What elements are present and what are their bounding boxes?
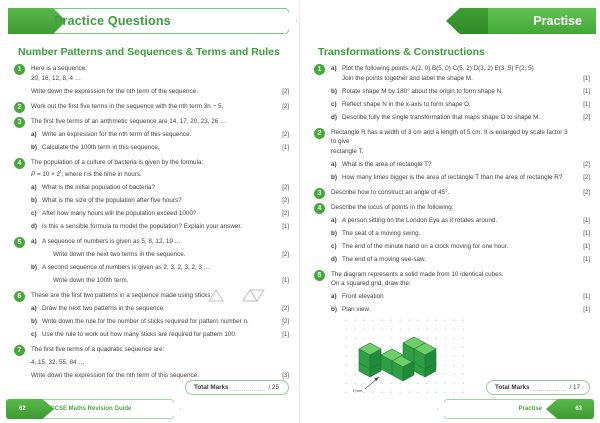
total-marks-dots xyxy=(533,384,567,391)
marks-value: [2] xyxy=(583,188,590,196)
question-item xyxy=(14,64,289,96)
cube-solid-svg xyxy=(345,319,469,393)
question-sub-item: d) Is this a sensible formula to model the population? Explain your answer. [1] xyxy=(31,223,289,231)
sub-label: b) xyxy=(31,197,37,205)
question-sub-item: d) The end of a moving see-saw. [1] xyxy=(331,255,590,263)
sub-label: a) xyxy=(31,238,37,246)
question-text: On a squared grid, draw the: xyxy=(331,280,411,287)
marks-value: [3] xyxy=(282,372,289,380)
total-marks-dots xyxy=(232,384,266,391)
question-text: 4, 15, 32, 55, 84 … xyxy=(31,359,85,367)
sub-label: a) xyxy=(331,216,337,224)
cube-solid-figure xyxy=(345,319,469,393)
question-sub-item: b) What is the size of the population after five hours? [2] xyxy=(31,197,289,205)
question-number: 1 xyxy=(14,64,25,75)
sub-label: c) xyxy=(31,331,37,339)
marks-value: [2] xyxy=(282,87,289,95)
marks-value: [1] xyxy=(583,100,590,108)
question-sub-item: b) Rotate shape M by 180° about the origin to form shape N. [1] xyxy=(331,87,590,95)
sub-label: c) xyxy=(331,242,337,250)
question-number: 3 xyxy=(14,117,25,128)
question-sub-item: c) Use the rule to work out how many sticks are required for pattern 100. [1] xyxy=(31,331,289,339)
marks-value: [2] xyxy=(583,160,590,168)
marks-value: [1] xyxy=(583,306,590,313)
practice-questions-banner xyxy=(8,8,289,34)
marks-value: [2] xyxy=(282,102,289,110)
question-item xyxy=(314,128,590,183)
total-marks-label: Total Marks xyxy=(495,384,530,391)
question-sub-item: b) Plan view. [1] xyxy=(331,306,590,313)
sub-label: d) xyxy=(31,223,37,231)
question-item xyxy=(14,117,289,153)
question-text: The first five terms of an arithmetic sequence are 14, 17, 20, 23, 26 … xyxy=(31,117,227,125)
banner-title: Practice Questions xyxy=(54,14,171,28)
right-page-footer xyxy=(444,399,594,419)
marks-value: [2] xyxy=(282,251,289,259)
total-marks-box-right xyxy=(486,380,590,395)
question-number: 2 xyxy=(14,102,25,113)
marks-value: [1] xyxy=(583,216,590,224)
sub-label: b) xyxy=(331,87,337,95)
question-sub-item: c) The end of the minute hand on a clock moving for one hour. [1] xyxy=(331,242,590,250)
question-text: Work out the first five terms in the sequence with the nth term 3n − 5. [2] xyxy=(31,102,289,110)
marks-value: [2] xyxy=(282,184,289,192)
total-marks-value: / 17 xyxy=(569,384,580,391)
question-item xyxy=(14,291,289,340)
sub-label: b) xyxy=(331,173,337,181)
question-sub-item: a) A person sitting on the London Eye as it rotates around. [1] xyxy=(331,216,590,224)
question-sub-item: c) Reflect shape N in the x-axis to form shape O. [1] xyxy=(331,100,590,108)
question-item xyxy=(14,102,289,112)
question-text: Write down the next two terms in the sequence. [2] xyxy=(53,251,289,259)
marks-value: [1] xyxy=(583,293,590,300)
marks-value: [2] xyxy=(583,113,590,121)
question-sub-item: b) A second sequence of numbers is given as 2, 3, 2, 3, 2, 3 … xyxy=(31,264,211,272)
question-number: 4 xyxy=(14,158,25,169)
question-item xyxy=(314,64,590,122)
marks-value: [2] xyxy=(282,197,289,205)
total-marks-box-left xyxy=(185,380,289,395)
marks-value: [1] xyxy=(282,223,289,231)
sub-label: a) xyxy=(331,293,337,300)
marks-value: [1] xyxy=(282,143,289,151)
sub-label: d) xyxy=(331,113,337,121)
question-text: Here is a sequence: xyxy=(31,65,88,72)
question-sub-item: a) Plot the following points: A(2, 0) B(5, 0) C(5, 2) D(3, 2) E(3, 5) F(2, 5) xyxy=(331,65,534,72)
practise-chevron-dark xyxy=(446,8,488,34)
question-text: Describe the locus of points in the following: xyxy=(331,203,454,211)
question-text: Rectangle R has a width of 3 cm and a length of 5 cm. It is enlarged by scale factor 3 to give xyxy=(331,128,568,145)
question-text: Write down the expression for the nth term of the sequence. [2] xyxy=(31,87,289,95)
question-sub-item: b) Calculate the 100th term in this sequence. [1] xyxy=(31,143,289,151)
question-sub-item: a) Front elevation [1] xyxy=(331,293,590,300)
question-number: 3 xyxy=(314,188,325,199)
question-item xyxy=(14,237,289,286)
question-number: 5 xyxy=(14,237,25,248)
question-item xyxy=(14,158,289,232)
question-sub-item: a) What is the initial population of bacteria? [2] xyxy=(31,184,289,192)
question-text: Describe how to construct an angle of 45°. [2] xyxy=(331,188,590,196)
question-text: The diagram represents a solid made from 10 identical cubes. xyxy=(331,270,504,278)
total-marks-label: Total Marks xyxy=(194,384,229,391)
stick-patterns-svg xyxy=(203,289,313,303)
question-text: Join the points together and label the shape M. [1] xyxy=(342,74,590,82)
question-text: Write down the expression for the nth term of this sequence. [3] xyxy=(31,372,289,380)
question-number: 7 xyxy=(14,345,25,356)
stick-patterns-figure xyxy=(203,289,313,303)
right-page xyxy=(300,0,600,423)
question-sub-item: b) How many times bigger is the area of rectangle T than the area of rectangle R? [2] xyxy=(331,173,590,181)
marks-value: [2] xyxy=(282,210,289,218)
question-sub-item: a) Draw the next two patterns in the sequence. [2] xyxy=(31,305,289,313)
question-text: Write down the 100th term. [1] xyxy=(53,277,289,285)
sub-label: d) xyxy=(331,255,337,263)
question-number: 6 xyxy=(14,291,25,302)
practise-banner xyxy=(446,8,596,34)
book-title: GCSE Maths Revision Guide xyxy=(50,406,132,412)
marks-value: [2] xyxy=(282,305,289,313)
question-sub-item: b) The seat of a moving swing. [1] xyxy=(331,229,590,237)
sub-label: b) xyxy=(31,318,37,326)
sub-label: b) xyxy=(331,306,337,313)
question-item xyxy=(314,270,590,393)
question-sub-item: c) After how many hours will the population exceed 1000? [2] xyxy=(31,210,289,218)
left-section-title: Number Patterns and Sequences & Terms and Rules xyxy=(18,46,280,58)
sub-label: c) xyxy=(331,100,337,108)
marks-value: [1] xyxy=(583,87,590,95)
question-item xyxy=(14,345,289,381)
question-number: 1 xyxy=(314,64,325,75)
question-sub-item: b) Write down the rule for the number of sticks required for pattern number n. [2] xyxy=(31,318,289,326)
marks-value: [1] xyxy=(583,229,590,237)
sub-label: c) xyxy=(31,210,37,218)
marks-value: [2] xyxy=(583,173,590,181)
question-sub-item: a) What is the area of rectangle T? [2] xyxy=(331,160,590,168)
sub-label: b) xyxy=(331,229,337,237)
question-formula: $P = 10 \times 2^t$, where t is the time in hours. xyxy=(31,169,142,179)
left-question-list xyxy=(14,64,289,386)
question-text: 20, 16, 12, 8, 4 … xyxy=(31,74,82,82)
question-text: The first five terms of a quadratic sequence are: xyxy=(31,346,165,354)
right-section-title: Transformations & Constructions xyxy=(318,46,485,58)
marks-value: [1] xyxy=(282,277,289,285)
sub-label: a) xyxy=(31,184,37,192)
sub-label: b) xyxy=(31,143,37,151)
page-number: 62 xyxy=(19,406,26,412)
question-number: 5 xyxy=(314,270,325,281)
sub-label: a) xyxy=(31,305,37,313)
total-marks-value: / 25 xyxy=(268,384,279,391)
right-question-list xyxy=(314,64,590,398)
sub-label: a) xyxy=(331,65,337,72)
front-label: Front xyxy=(353,387,363,393)
question-sub-item: a) A sequence of numbers is given as 5, 8, 12, 19 … xyxy=(31,238,181,246)
left-page-footer xyxy=(6,399,174,419)
marks-value: [1] xyxy=(583,74,590,82)
practise-banner-title: Practise xyxy=(533,14,582,28)
question-item xyxy=(314,203,590,265)
sub-label: b) xyxy=(31,264,37,272)
marks-value: [1] xyxy=(583,242,590,250)
marks-value: [2] xyxy=(282,318,289,326)
marks-value: [1] xyxy=(583,255,590,263)
footer-section-name: Practise xyxy=(518,406,542,412)
question-text: These are the first two patterns in a sequence made using sticks: xyxy=(31,291,289,301)
sub-label: a) xyxy=(31,130,37,138)
page-number: 63 xyxy=(575,406,582,412)
question-sub-item: d) Describe fully the single transformation that maps shape O to shape M. [2] xyxy=(331,113,590,121)
marks-value: [2] xyxy=(282,130,289,138)
question-text: rectangle T. xyxy=(331,147,364,155)
question-sub-item: a) Write an expression for the nth term of this sequence. [2] xyxy=(31,130,289,138)
marks-value: [1] xyxy=(282,331,289,339)
sub-label: a) xyxy=(331,160,337,168)
question-item xyxy=(314,188,590,198)
question-text: The population of a culture of bacteria is given by the formula: xyxy=(31,158,204,166)
question-number: 2 xyxy=(314,128,325,139)
question-number: 4 xyxy=(314,203,325,214)
